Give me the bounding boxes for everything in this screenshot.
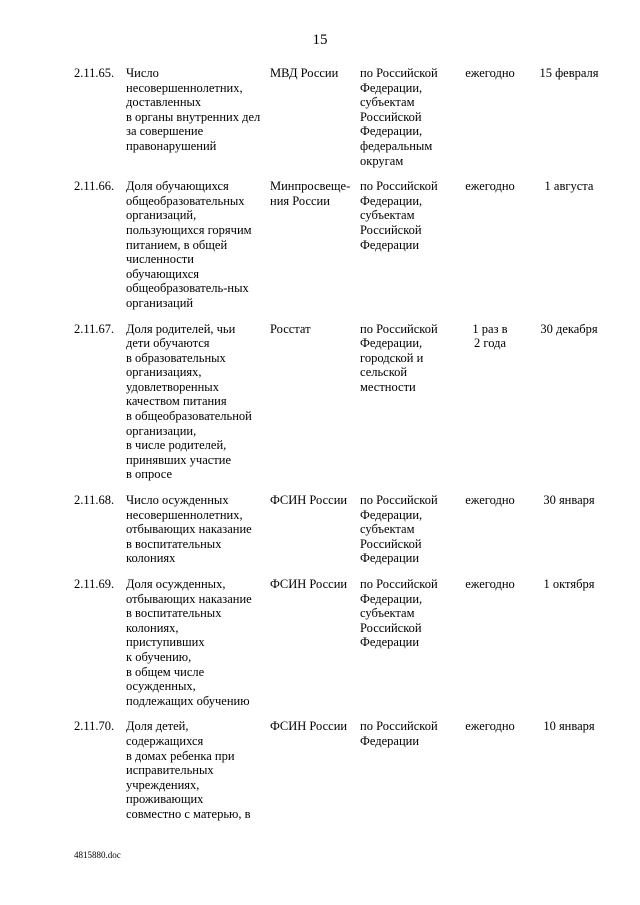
indicator-name: Число несовершеннолетних, доставленных в органы внутренних дел за совершение правонарушений bbox=[126, 66, 261, 153]
row-number: 2.11.68. bbox=[74, 493, 115, 508]
responsible-agency: ФСИН России bbox=[270, 493, 348, 508]
frequency: ежегодно bbox=[465, 179, 515, 194]
responsible-agency: Минпросвеще- ния России bbox=[270, 179, 351, 208]
row-number: 2.11.65. bbox=[74, 66, 115, 80]
deadline-date: 1 октября bbox=[543, 577, 595, 591]
frequency: 1 раз в 2 года bbox=[472, 321, 508, 351]
indicator-name: Доля детей, содержащихся в домах ребенка при исправительных учреждениях, проживающих совместно с матерью, в bbox=[126, 719, 251, 821]
frequency: ежегодно bbox=[465, 493, 515, 508]
table-row bbox=[74, 179, 614, 321]
responsible-agency: ФСИН России bbox=[270, 719, 348, 734]
row-number: 2.11.66. bbox=[74, 179, 115, 194]
deadline-date: 30 декабря bbox=[540, 321, 598, 336]
table-row bbox=[74, 719, 614, 832]
responsible-agency: Росстат bbox=[270, 321, 311, 336]
breakdown-level: по Российской Федерации, субъектам Российской Федерации bbox=[360, 179, 438, 252]
table-row bbox=[74, 322, 614, 494]
indicators-table bbox=[74, 66, 614, 833]
frequency: ежегодно bbox=[465, 719, 515, 734]
table-row bbox=[74, 66, 614, 179]
breakdown-level: по Российской Федерации, городской и сельской местности bbox=[360, 321, 438, 394]
breakdown-level: по Российской Федерации, субъектам Российской Федерации bbox=[360, 577, 438, 650]
breakdown-level: по Российской Федерации, субъектам Российской Федерации bbox=[360, 493, 438, 566]
responsible-agency: ФСИН России bbox=[270, 577, 348, 591]
table-row bbox=[74, 493, 614, 577]
document-footer: 4815880.doc bbox=[74, 850, 121, 860]
row-number: 2.11.69. bbox=[74, 577, 115, 591]
table-row bbox=[74, 577, 614, 719]
breakdown-level: по Российской Федерации bbox=[360, 719, 438, 748]
deadline-date: 15 февраля bbox=[539, 66, 599, 80]
deadline-date: 10 января bbox=[543, 719, 595, 734]
indicator-name: Доля обучающихся общеобразовательных организаций, пользующихся горячим питанием, в общей численности обучающихся общеобразователь-ных организаций bbox=[126, 179, 252, 310]
indicator-name: Доля родителей, чьи дети обучаются в образовательных организациях, удовлетворенных качеством питания в общеобразовательной организации, в числе родителей, принявших участие в опросе bbox=[126, 321, 252, 482]
responsible-agency: МВД России bbox=[270, 66, 339, 80]
breakdown-level: по Российской Федерации, субъектам Российской Федерации, федеральным округам bbox=[360, 66, 438, 168]
indicator-name: Число осужденных несовершеннолетних, отбывающих наказание в воспитательных колониях bbox=[126, 493, 252, 566]
frequency: ежегодно bbox=[465, 66, 515, 80]
row-number: 2.11.70. bbox=[74, 719, 115, 734]
deadline-date: 30 января bbox=[543, 493, 595, 508]
frequency: ежегодно bbox=[465, 577, 515, 591]
deadline-date: 1 августа bbox=[544, 179, 594, 194]
row-number: 2.11.67. bbox=[74, 321, 115, 336]
page-number: 15 bbox=[312, 32, 328, 48]
indicator-name: Доля осужденных, отбывающих наказание в воспитательных колониях, приступивших к обучению, в общем числе осужденных, подлежащих обучению bbox=[126, 577, 252, 708]
